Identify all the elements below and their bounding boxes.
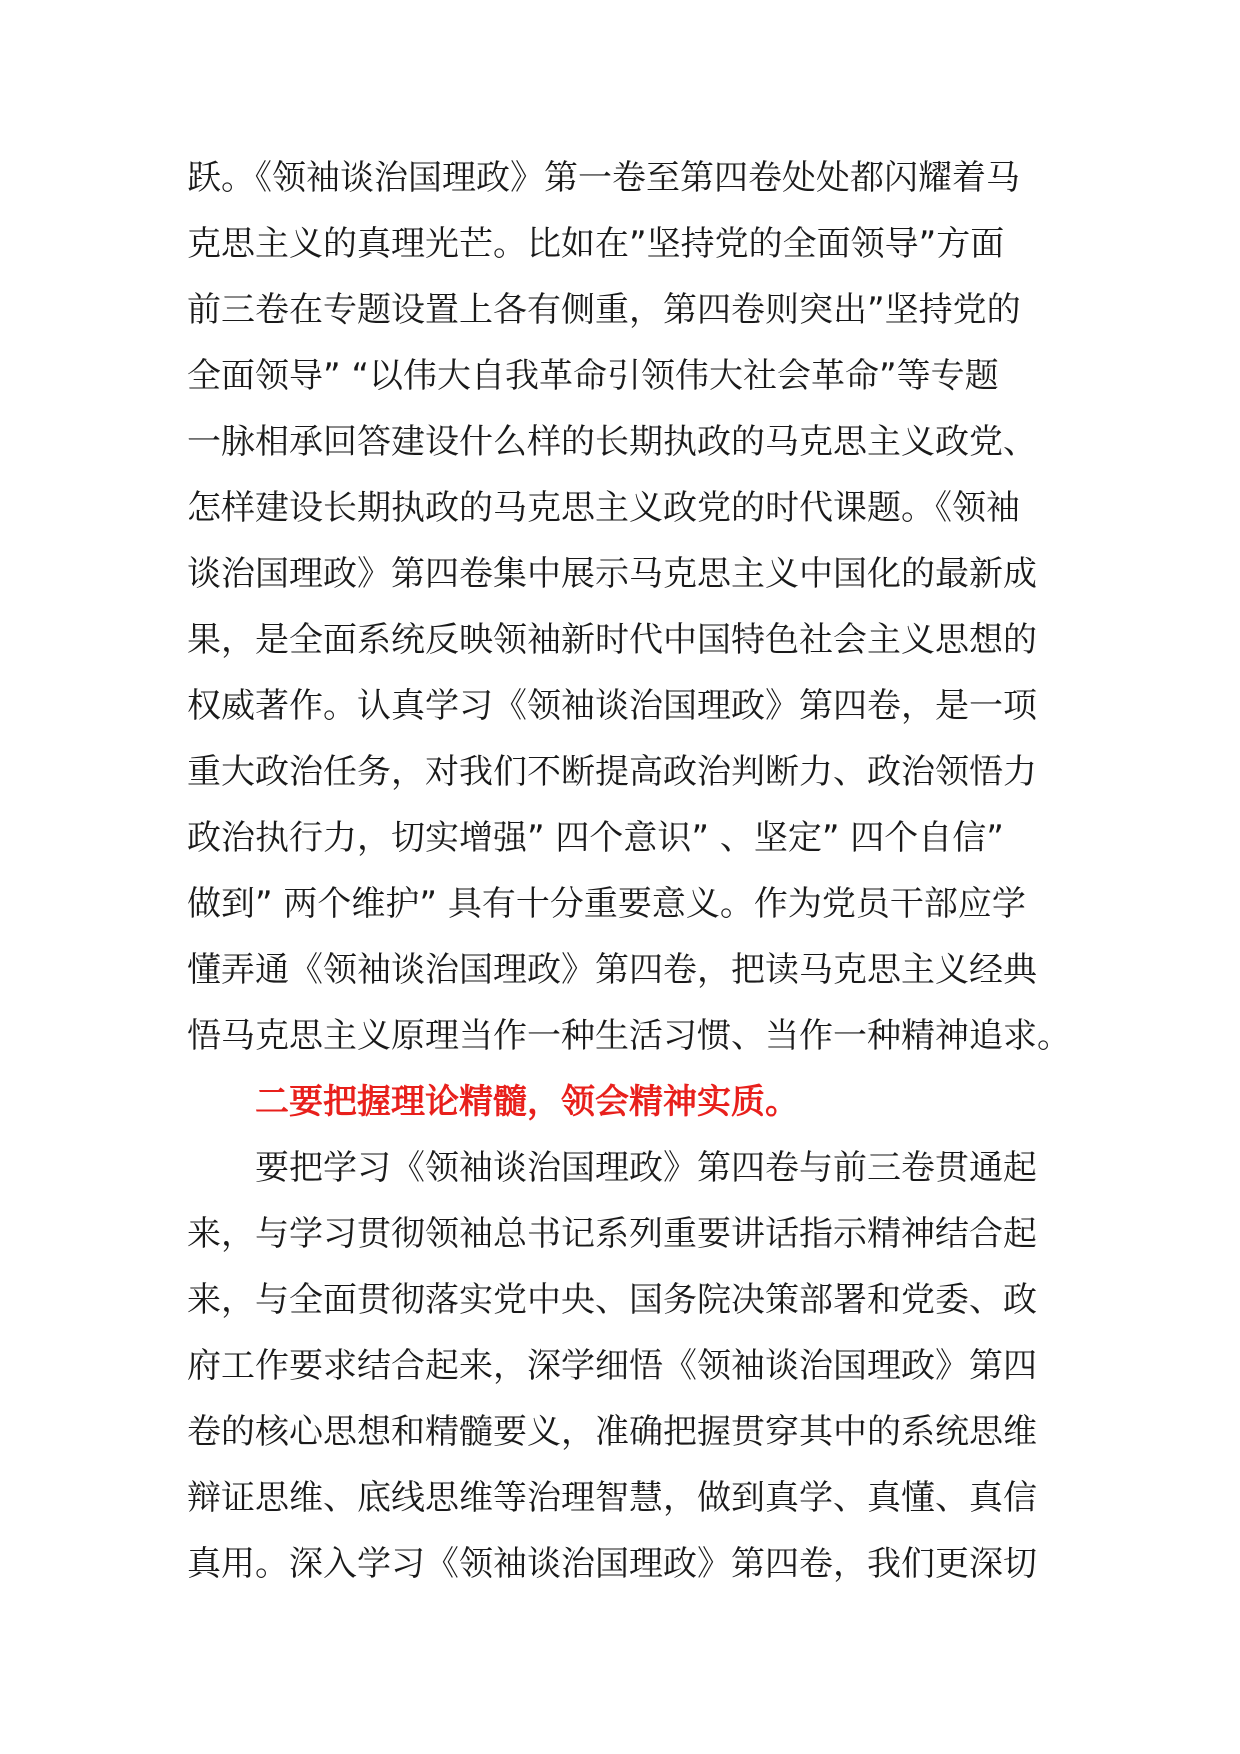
paragraph-line: 来，与学习贯彻领袖总书记系列重要讲话指示精神结合起 (187, 1214, 1037, 1254)
paragraph-line: 来，与全面贯彻落实党中央、国务院决策部署和党委、政 (187, 1280, 1037, 1320)
paragraph-line: 懂弄通《领袖谈治国理政》第四卷，把读马克思主义经典 (187, 950, 1037, 990)
paragraph-line: 政治执行力，切实增强” 四个意识” 、坚定” 四个自信” (187, 818, 1004, 858)
paragraph-line: 辩证思维、底线思维等治理智慧，做到真学、真懂、真信 (187, 1478, 1037, 1518)
paragraph-line: 做到” 两个维护” 具有十分重要意义。作为党员干部应学 (187, 884, 1026, 924)
paragraph-line: 谈治国理政》第四卷集中展示马克思主义中国化的最新成 (187, 554, 1037, 594)
paragraph-line: 重大政治任务，对我们不断提高政治判断力、政治领悟力 (187, 752, 1037, 792)
paragraph-2 (187, 1135, 1067, 1597)
section-heading: 二要把握理论精髓，领会精神实质。 (255, 1082, 799, 1122)
paragraph-line: 真用。深入学习《领袖谈治国理政》第四卷，我们更深切 (187, 1544, 1037, 1584)
paragraph-line: 前三卷在专题设置上各有侧重，第四卷则突出”坚持党的 (187, 290, 1021, 330)
paragraph-line: 怎样建设长期执政的马克思主义政党的时代课题。《领袖 (187, 488, 1020, 528)
paragraph-line: 果，是全面系统反映领袖新时代中国特色社会主义思想的 (187, 620, 1037, 660)
paragraph-line: 权威著作。认真学习《领袖谈治国理政》第四卷，是一项 (187, 686, 1037, 726)
paragraph-line: 一脉相承回答建设什么样的长期执政的马克思主义政党、 (187, 422, 1037, 462)
paragraph-line: 克思主义的真理光芒。比如在”坚持党的全面领导”方面 (187, 224, 1005, 264)
paragraph-line: 府工作要求结合起来，深学细悟《领袖谈治国理政》第四 (187, 1346, 1037, 1386)
paragraph-line: 跃。《领袖谈治国理政》第一卷至第四卷处处都闪耀着马 (187, 158, 1020, 198)
paragraph-line: 悟马克思主义原理当作一种生活习惯、当作一种精神追求。 (187, 1016, 1071, 1056)
paragraph-line: 卷的核心思想和精髓要义，准确把握贯穿其中的系统思维 (187, 1412, 1037, 1452)
paragraph-line: 全面领导” “以伟大自我革命引领伟大社会革命”等专题 (187, 356, 999, 396)
paragraph-1 (187, 145, 1071, 1069)
paragraph-line: 要把学习《领袖谈治国理政》第四卷与前三卷贯通起 (255, 1148, 1037, 1188)
document-body (187, 145, 1071, 1597)
